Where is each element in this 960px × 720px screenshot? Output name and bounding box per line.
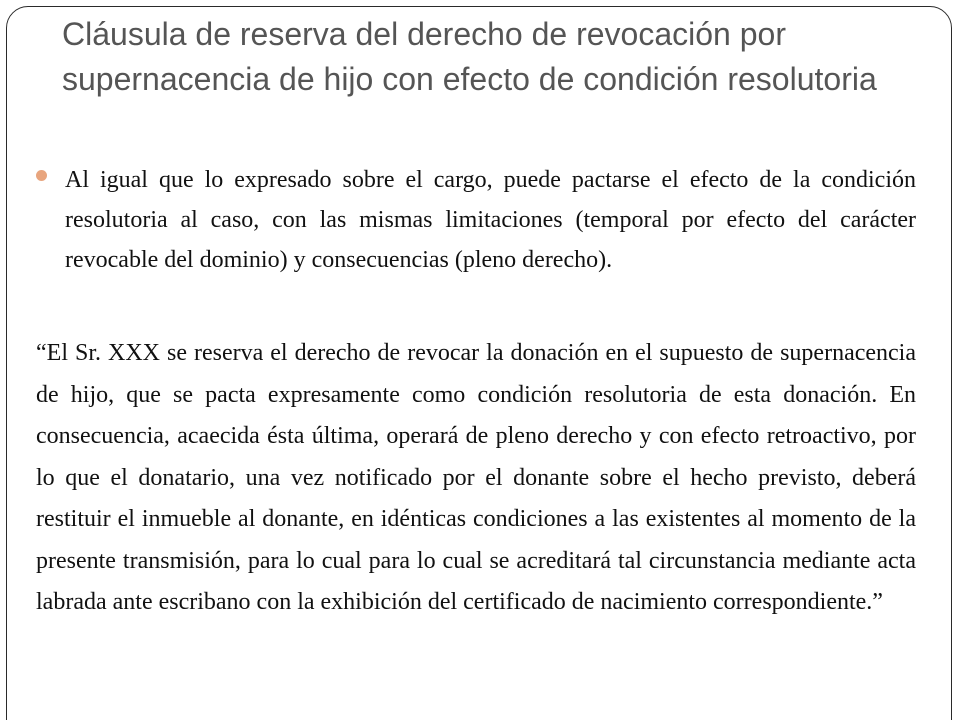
bullet-text: Al igual que lo expresado sobre el cargo, puede pactarse el efecto de la condición resolutoria al caso, con las mismas limitaciones (temporal por efecto del carácter revocable del dominio) y consecuencias (pleno derecho). xyxy=(65,167,916,273)
clause-quote: “El Sr. XXX se reserva el derecho de revocar la donación en el supuesto de supernacencia de hijo, que se pacta expresamente como condición resolutoria de esta donación. En consecuencia, acaecida ésta última, operará de pleno derecho y con efecto retroactivo, por lo que el donatario, una vez notificado por el donante sobre el hecho previsto, deberá restituir el inmueble al donante, en idénticas condiciones a las existentes al momento de la presente transmisión, para lo cual para lo cual se acreditará tal circunstancia mediante acta labrada ante escribano con la exhibición del certificado de nacimiento correspondiente.” xyxy=(36,340,916,615)
slide-title: Cláusula de reserva del derecho de revocación por supernacencia de hijo con efecto de condición resolutoria xyxy=(62,16,877,97)
bullet-dot-icon xyxy=(36,170,47,181)
bullet-item xyxy=(36,160,916,280)
